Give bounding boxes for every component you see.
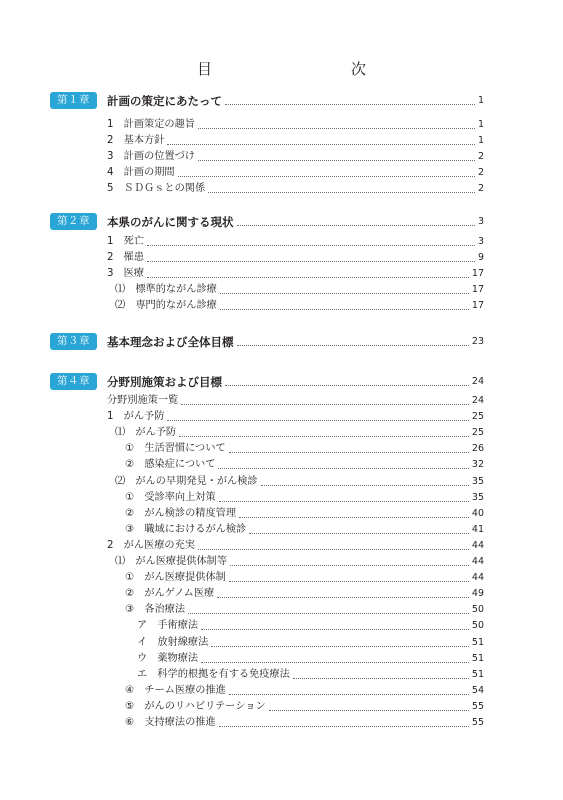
toc-entry bbox=[125, 490, 484, 506]
chapter-badge: 第１章 bbox=[50, 92, 97, 109]
page-number: 32 bbox=[471, 459, 484, 471]
toc-item[interactable] bbox=[0, 683, 563, 699]
toc-entry bbox=[115, 282, 484, 298]
toc-entry bbox=[137, 651, 484, 667]
toc-entry bbox=[125, 715, 484, 731]
chapter-badge: 第２章 bbox=[50, 213, 97, 230]
toc-entry bbox=[125, 570, 484, 586]
toc-entry bbox=[107, 374, 484, 390]
section-title: ② がん検診の精度管理 bbox=[125, 507, 237, 519]
section-title: ① 生活習慣について bbox=[125, 443, 226, 455]
section-title: 2 基本方針 bbox=[107, 135, 165, 147]
section-title: 2 がん医療の充実 bbox=[107, 539, 195, 551]
toc-entry bbox=[107, 266, 484, 282]
section-title: ⑥ 支持療法の推進 bbox=[125, 717, 216, 728]
page-number: 35 bbox=[471, 475, 484, 487]
toc-entry bbox=[137, 618, 484, 634]
dot-leader bbox=[147, 277, 469, 278]
toc-item[interactable] bbox=[0, 149, 563, 165]
toc-entry bbox=[107, 214, 484, 230]
chapter-title: 基本理念および全体目標 bbox=[107, 335, 234, 349]
dot-leader bbox=[225, 104, 475, 105]
page-number: 40 bbox=[471, 507, 484, 519]
toc-item[interactable] bbox=[0, 409, 563, 425]
toc-item[interactable] bbox=[0, 490, 563, 506]
dot-leader bbox=[237, 345, 469, 346]
toc-entry bbox=[125, 457, 484, 473]
dot-leader bbox=[229, 581, 469, 582]
page-number: 17 bbox=[471, 300, 484, 312]
section-title: 1 死亡 bbox=[107, 236, 145, 247]
page-number: 3 bbox=[477, 236, 484, 247]
toc-item[interactable] bbox=[0, 538, 563, 554]
page-number: 44 bbox=[471, 539, 484, 551]
section-title: ⑴ がん予防 bbox=[115, 427, 177, 439]
page-number: 9 bbox=[477, 252, 484, 264]
section-title: 1 計画策定の趣旨 bbox=[107, 119, 195, 130]
toc-item[interactable] bbox=[0, 635, 563, 651]
dot-leader bbox=[229, 694, 469, 695]
section-title: ① がん医療提供体制 bbox=[125, 572, 226, 584]
section-title: ⑵ がんの早期発見・がん検診 bbox=[115, 475, 258, 487]
section-title: ③ 職域におけるがん検診 bbox=[125, 523, 247, 535]
dot-leader bbox=[201, 662, 469, 663]
dot-leader bbox=[147, 261, 475, 262]
dot-leader bbox=[198, 128, 475, 129]
page-number: 51 bbox=[471, 636, 484, 648]
page-number: 35 bbox=[471, 491, 484, 503]
toc-item[interactable] bbox=[0, 250, 563, 266]
toc-item[interactable] bbox=[0, 699, 563, 715]
toc-entry bbox=[125, 522, 484, 538]
page-number: 50 bbox=[471, 604, 484, 616]
section-title: ① 受診率向上対策 bbox=[125, 491, 216, 503]
toc-item[interactable] bbox=[0, 570, 563, 586]
toc-item[interactable] bbox=[0, 554, 563, 570]
section-title: ⑵ 専門的ながん診療 bbox=[115, 300, 217, 312]
toc-entry bbox=[137, 635, 484, 651]
dot-leader bbox=[179, 436, 469, 437]
toc-item[interactable] bbox=[0, 506, 563, 522]
dot-leader bbox=[219, 726, 469, 727]
page-number: 25 bbox=[471, 411, 484, 423]
chapter-row[interactable] bbox=[0, 214, 563, 230]
dot-leader bbox=[198, 160, 475, 161]
toc-item[interactable] bbox=[0, 282, 563, 298]
dot-leader bbox=[217, 597, 469, 598]
page-number: 55 bbox=[471, 700, 484, 712]
section-title: 3 計画の位置づけ bbox=[107, 151, 195, 163]
page-number: 2 bbox=[477, 183, 484, 195]
dot-leader bbox=[198, 549, 469, 550]
dot-leader bbox=[261, 485, 469, 486]
chapter-row[interactable] bbox=[0, 334, 563, 350]
section-title: 5 ＳＤＧｓとの関係 bbox=[107, 183, 206, 195]
page-number: 49 bbox=[471, 588, 484, 600]
page-number: 55 bbox=[471, 717, 484, 728]
toc-item[interactable] bbox=[0, 522, 563, 538]
toc-entry bbox=[107, 165, 484, 181]
page-number: 2 bbox=[477, 167, 484, 179]
section-title: 4 計画の期間 bbox=[107, 167, 175, 179]
dot-leader bbox=[269, 710, 469, 711]
dot-leader bbox=[225, 385, 469, 386]
page-number: 51 bbox=[471, 668, 484, 680]
toc-entry bbox=[107, 93, 484, 109]
dot-leader bbox=[218, 468, 468, 469]
toc-entry bbox=[125, 506, 484, 522]
page-number: 51 bbox=[471, 652, 484, 664]
toc-entry bbox=[107, 133, 484, 149]
toc-item[interactable] bbox=[0, 651, 563, 667]
toc-item[interactable] bbox=[0, 457, 563, 473]
toc-entry bbox=[125, 683, 484, 699]
section-title: ⑴ がん医療提供体制等 bbox=[115, 556, 228, 567]
page-number: 26 bbox=[471, 443, 484, 455]
toc-entry bbox=[125, 441, 484, 457]
toc-item[interactable] bbox=[0, 425, 563, 441]
toc-item[interactable] bbox=[0, 181, 563, 197]
dot-leader bbox=[201, 629, 469, 630]
dot-leader bbox=[249, 533, 469, 534]
section-title: ⑴ 標準的ながん診療 bbox=[115, 284, 217, 296]
toc-item[interactable] bbox=[0, 618, 563, 634]
section-title: ウ 薬物療法 bbox=[137, 652, 199, 664]
section-title: 2 罹患 bbox=[107, 252, 145, 264]
page-number: 24 bbox=[471, 395, 484, 406]
page-number: 17 bbox=[471, 268, 484, 280]
toc-entry bbox=[125, 602, 484, 618]
toc-entry bbox=[125, 699, 484, 715]
page-number: 17 bbox=[471, 284, 484, 296]
toc-entry bbox=[107, 149, 484, 165]
chapter-title: 分野別施策および目標 bbox=[107, 375, 222, 389]
page-number: 1 bbox=[477, 119, 484, 130]
toc-entry bbox=[115, 474, 484, 490]
dot-leader bbox=[237, 225, 475, 226]
dot-leader bbox=[167, 144, 475, 145]
page-number: 2 bbox=[477, 151, 484, 163]
toc-item[interactable] bbox=[0, 234, 563, 250]
chapter-badge: 第３章 bbox=[50, 333, 97, 350]
page-title: 目 次 bbox=[196, 60, 428, 78]
section-title: イ 放射線療法 bbox=[137, 636, 209, 648]
dot-leader bbox=[220, 293, 469, 294]
chapter-title: 本県のがんに関する現状 bbox=[107, 215, 234, 229]
toc-entry bbox=[115, 554, 484, 570]
section-title: ア 手術療法 bbox=[137, 620, 199, 632]
chapter-row[interactable] bbox=[0, 374, 563, 390]
page-number: 25 bbox=[471, 427, 484, 439]
chapter-badge: 第４章 bbox=[50, 373, 97, 390]
section-title: ⑤ がんのリハビリテーション bbox=[125, 700, 266, 712]
toc-entry bbox=[115, 425, 484, 441]
page-number: 50 bbox=[471, 620, 484, 632]
toc-entry bbox=[107, 181, 484, 197]
toc-entry bbox=[137, 667, 484, 683]
toc-entry bbox=[107, 409, 484, 425]
section-title: ③ 各治療法 bbox=[125, 604, 186, 616]
dot-leader bbox=[220, 309, 469, 310]
toc-entry bbox=[125, 586, 484, 602]
dot-leader bbox=[178, 176, 475, 177]
toc-entry bbox=[107, 117, 484, 133]
page-number: 1 bbox=[477, 135, 484, 147]
dot-leader bbox=[211, 646, 469, 647]
chapter-row[interactable] bbox=[0, 93, 563, 109]
dot-leader bbox=[239, 517, 469, 518]
toc-entry bbox=[107, 250, 484, 266]
toc-entry bbox=[107, 334, 484, 350]
page-number: 44 bbox=[471, 572, 484, 584]
dot-leader bbox=[230, 565, 469, 566]
section-title: ② 感染症について bbox=[125, 459, 216, 471]
toc-item[interactable] bbox=[0, 715, 563, 731]
toc-entry bbox=[107, 234, 484, 250]
toc-item[interactable] bbox=[0, 602, 563, 618]
toc-item[interactable] bbox=[0, 165, 563, 181]
dot-leader bbox=[229, 452, 469, 453]
toc-item[interactable] bbox=[0, 586, 563, 602]
dot-leader bbox=[147, 245, 475, 246]
dot-leader bbox=[293, 678, 469, 679]
toc-item[interactable] bbox=[0, 441, 563, 457]
page-number: 41 bbox=[471, 523, 484, 535]
section-title: 分野別施策一覧 bbox=[107, 395, 179, 406]
section-title: ② がんゲノム医療 bbox=[125, 588, 215, 600]
dot-leader bbox=[219, 501, 469, 502]
section-title: 3 医療 bbox=[107, 268, 145, 280]
page-number: 3 bbox=[477, 216, 484, 227]
section-title: エ 科学的根拠を有する免疫療法 bbox=[137, 668, 290, 680]
page-number: 23 bbox=[471, 336, 484, 347]
chapter-title: 計画の策定にあたって bbox=[107, 94, 222, 108]
section-title: 1 がん予防 bbox=[107, 411, 165, 423]
page-number: 54 bbox=[471, 684, 484, 696]
dot-leader bbox=[188, 613, 469, 614]
page-number: 24 bbox=[471, 376, 484, 387]
toc-item[interactable] bbox=[0, 393, 563, 409]
page-number: 1 bbox=[477, 95, 484, 106]
toc-item[interactable] bbox=[0, 266, 563, 282]
toc-entry bbox=[115, 298, 484, 314]
dot-leader bbox=[181, 404, 469, 405]
toc-entry bbox=[107, 393, 484, 409]
toc-item[interactable] bbox=[0, 117, 563, 133]
toc-entry bbox=[107, 538, 484, 554]
section-title: ④ チーム医療の推進 bbox=[125, 684, 226, 696]
dot-leader bbox=[208, 192, 475, 193]
dot-leader bbox=[167, 420, 468, 421]
toc-item[interactable] bbox=[0, 298, 563, 314]
toc-item[interactable] bbox=[0, 474, 563, 490]
toc-item[interactable] bbox=[0, 667, 563, 683]
page-number: 44 bbox=[471, 556, 484, 567]
toc-item[interactable] bbox=[0, 133, 563, 149]
